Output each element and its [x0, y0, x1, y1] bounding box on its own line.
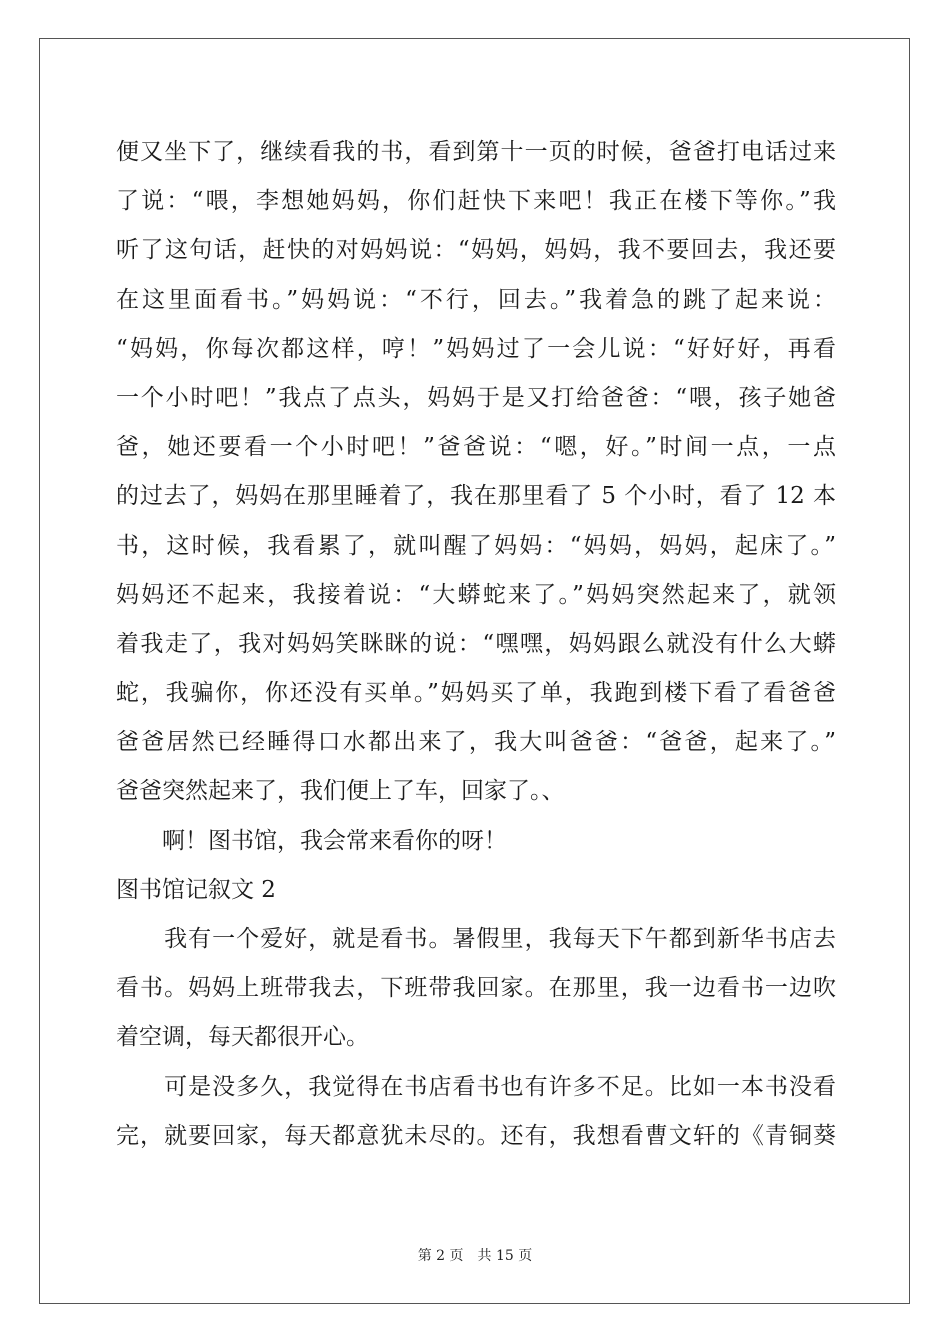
text-line: 听了这句话，赶快的对妈妈说：“妈妈，妈妈，我不要回去，我还要 — [116, 237, 836, 264]
text-line: 着我走了，我对妈妈笑眯眯的说：“嘿嘿，妈妈跟么就没有什么大蟒 — [116, 630, 836, 657]
text-line: 看书。妈妈上班带我去，下班带我回家。在那里，我一边看书一边吹 — [116, 975, 836, 1002]
text-line: 妈妈还不起来，我接着说：“大蟒蛇来了。”妈妈突然起来了，就领 — [116, 581, 836, 608]
text-line: 了说：“喂，李想她妈妈，你们赶快下来吧！我正在楼下等你。”我 — [116, 188, 836, 215]
text-line: 爸爸居然已经睡得口水都出来了，我大叫爸爸：“爸爸，起来了。” — [116, 729, 836, 756]
text-line: 我有一个爱好，就是看书。暑假里，我每天下午都到新华书店去 — [116, 926, 836, 952]
text-line: 完，就要回家，每天都意犹未尽的。还有，我想看曹文轩的《青铜葵 — [116, 1122, 836, 1149]
text-line: 着空调，每天都很开心。 — [116, 1024, 369, 1051]
document-body — [116, 128, 836, 1161]
text-line: 蛇，我骗你，你还没有买单。”妈妈买了单，我跑到楼下看了看爸爸 — [116, 680, 836, 707]
page-number-label: 第 2 页 共 15 页 — [417, 1248, 533, 1264]
text-line: 书，这时候，我看累了，就叫醒了妈妈：“妈妈，妈妈，起床了。” — [116, 532, 836, 559]
text-line: “妈妈，你每次都这样，哼！”妈妈过了一会儿说：“好好好，再看 — [116, 335, 836, 362]
text-line: 爸爸突然起来了，我们便上了车，回家了。、 — [116, 778, 565, 805]
section-heading: 图书馆记叙文 2 — [116, 876, 276, 903]
text-line: 啊！图书馆，我会常来看你的呀！ — [116, 827, 507, 854]
text-line: 在这里面看书。”妈妈说：“不行，回去。”我着急的跳了起来说： — [116, 286, 836, 313]
text-line: 可是没多久，我觉得在书店看书也有许多不足。比如一本书没看 — [116, 1073, 836, 1100]
text-line: 一个小时吧！”我点了点头，妈妈于是又打给爸爸：“喂，孩子她爸 — [116, 384, 836, 411]
text-line: 便又坐下了，继续看我的书，看到第十一页的时候，爸爸打电话过来 — [116, 139, 836, 165]
page-footer — [0, 1245, 950, 1265]
text-line: 爸，她还要看一个小时吧！”爸爸说：“嗯，好。”时间一点，一点 — [116, 434, 836, 461]
text-line: 的过去了，妈妈在那里睡着了，我在那里看了 5 个小时，看了 12 本 — [116, 483, 836, 510]
